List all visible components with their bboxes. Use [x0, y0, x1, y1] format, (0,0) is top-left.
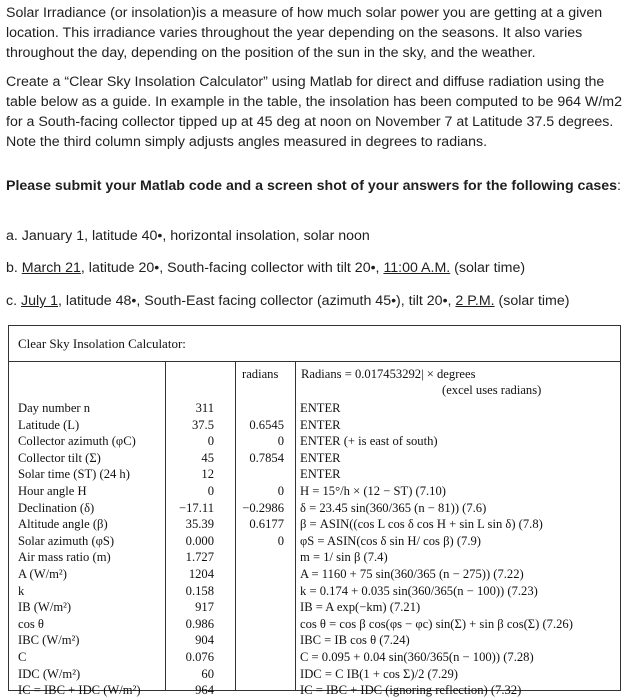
row-label: C [18, 650, 27, 664]
row-label: Latitude (L) [18, 417, 80, 432]
case-b-suffix: (solar time) [450, 260, 526, 276]
row-formula: H = 15°/h × (12 − ST) (7.10) [300, 484, 446, 498]
table-row [9, 501, 620, 518]
table-row [9, 534, 620, 551]
table-row [9, 550, 620, 567]
case-c-date: July 1 [20, 293, 59, 309]
table-row [9, 517, 620, 534]
row-value: 0 [207, 434, 214, 449]
row-value: 60 [201, 666, 214, 681]
table-row [9, 451, 620, 468]
table-row [9, 434, 620, 451]
table-row [9, 584, 620, 601]
row-label: Air mass ratio (m) [18, 550, 111, 565]
row-radians: 0.6177 [249, 517, 284, 532]
row-label: Hour angle H [18, 484, 87, 498]
table-row [9, 650, 620, 667]
table-row [9, 467, 620, 484]
case-c-suffix: (solar time) [494, 293, 570, 309]
case-b-prefix: b. [6, 260, 22, 276]
intro-paragraph-2: Create a “Clear Sky Insolation Calculator” using Matlab for direct and diffuse radiation using the table below as a guide. In example in the table, the insolation has been computed to be 964 W/m2 for a South-facing collector tipped up at 45 deg at noon on November 7 at Latitude 37.5 degrees. Note the third column simply adjusts angles measured in degrees to radians. [6, 74, 622, 150]
table-row [9, 633, 620, 650]
case-b-time: 11:00 A.M. [383, 260, 451, 276]
table-row [9, 484, 620, 501]
row-value: 0.986 [185, 616, 214, 631]
row-formula: IDC = C IB(1 + cos Σ)/2 (7.29) [300, 666, 458, 681]
row-label: Solar azimuth (φS) [18, 533, 115, 548]
row-value: 35.39 [185, 517, 214, 532]
case-c-prefix: c. [6, 293, 21, 309]
submission-instructions-colon: : [617, 178, 621, 194]
row-formula: A = 1160 + 75 sin(360/365 (n − 275)) (7.22) [300, 567, 524, 581]
row-formula: k = 0.174 + 0.035 sin(360/365(n − 100)) (7.23) [300, 583, 538, 598]
row-formula: ENTER [300, 450, 341, 465]
row-value: 37.5 [191, 417, 214, 432]
row-label: IDC (W/m²) [18, 666, 81, 681]
conversion-formula-header: Radians = 0.017453292| × degrees [301, 367, 476, 381]
row-value: 1204 [188, 567, 214, 581]
case-b [6, 258, 525, 278]
row-formula: cos θ = cos β cos(φs − φc) sin(Σ) + sin β cos(Σ) (7.26) [300, 616, 573, 631]
case-c [6, 291, 569, 311]
row-formula: ENTER (+ is east of south) [300, 434, 438, 449]
row-value: 0 [207, 484, 214, 498]
table-row [9, 617, 620, 634]
row-radians: 0 [277, 533, 284, 548]
table-title: Clear Sky Insolation Calculator: [18, 336, 186, 351]
case-c-details: , latitude 48•, South-East facing collector (azimuth 45•), tilt 20•, [58, 293, 456, 309]
submission-instructions-bold: Please submit your Matlab code and a screen shot of your answers for the following cases [6, 178, 618, 194]
row-label: Collector azimuth (φC) [18, 434, 136, 449]
submission-instructions [6, 176, 624, 196]
row-label: A (W/m²) [18, 567, 67, 581]
row-value: 45 [201, 450, 214, 465]
row-label: Declination (δ) [18, 500, 95, 515]
row-formula: C = 0.095 + 0.04 sin(360/365(n − 100)) (7.28) [300, 650, 534, 664]
row-value: 0.076 [185, 650, 214, 664]
row-formula: IC = IBC + IDC (ignoring reflection) (7.32) [300, 683, 522, 698]
insolation-calculator-table [8, 325, 621, 698]
row-radians: 0.7854 [249, 450, 284, 465]
row-value: 0.158 [185, 583, 214, 598]
row-formula: IB = A exp(−km) (7.21) [300, 600, 421, 615]
row-value: 1.727 [185, 550, 214, 565]
row-label: k [18, 583, 25, 598]
case-b-date: March 21 [21, 260, 81, 276]
row-value: 12 [201, 467, 214, 482]
case-c-time: 2 P.M. [455, 293, 495, 309]
row-label: IBC (W/m²) [18, 633, 80, 648]
table-row [9, 667, 620, 684]
row-radians: −0.2986 [242, 500, 284, 515]
table-row [9, 401, 620, 418]
row-formula: β = ASIN((cos L cos δ cos H + sin L sin δ) (7.8) [300, 517, 543, 532]
row-value: 311 [195, 401, 214, 415]
row-value: 964 [195, 683, 214, 698]
row-formula: m = 1/ sin β (7.4) [300, 550, 388, 565]
table-row [9, 567, 620, 584]
row-value: 904 [195, 633, 214, 648]
row-label: cos θ [18, 616, 44, 631]
row-radians: 0 [277, 484, 284, 498]
row-label: Altitude angle (β) [18, 517, 108, 532]
row-radians: 0 [277, 434, 284, 449]
row-label: Day number n [18, 401, 91, 415]
row-radians: 0.6545 [249, 417, 284, 432]
table-divider [9, 361, 620, 362]
row-label: Collector tilt (Σ) [18, 450, 101, 465]
row-formula: IBC = IB cos θ (7.24) [300, 633, 410, 648]
row-formula: ENTER [300, 467, 341, 482]
row-value: 917 [195, 600, 214, 615]
table-row [9, 600, 620, 617]
row-formula: φS = ASIN(cos δ sin H/ cos β) (7.9) [300, 533, 481, 548]
row-formula: ENTER [300, 417, 341, 432]
intro-paragraph-1: Solar Irradiance (or insolation)is a measure of how much solar power you are getting at a given location. This irradiance varies throughout the year depending on the seasons. It also varies throughout the day, depending on the position of the sun in the sky, and the weather. [6, 5, 603, 61]
table-row [9, 418, 620, 435]
row-label: IC = IBC + IDC (W/m²) [18, 683, 141, 698]
case-b-details: , latitude 20•, South-facing collector with tilt 20•, [80, 260, 384, 276]
excel-note: (excel uses radians) [442, 383, 542, 397]
table-row [9, 683, 620, 700]
row-formula: δ = 23.45 sin(360/365 (n − 81)) (7.6) [300, 500, 487, 515]
radians-header: radians [242, 367, 279, 381]
row-formula: ENTER [300, 401, 341, 415]
row-value: −17.11 [179, 500, 214, 515]
row-label: IB (W/m²) [18, 600, 72, 615]
row-label: Solar time (ST) (24 h) [18, 467, 130, 482]
case-a: a. January 1, latitude 40•, horizontal insolation, solar noon [6, 228, 370, 244]
row-value: 0.000 [185, 533, 214, 548]
